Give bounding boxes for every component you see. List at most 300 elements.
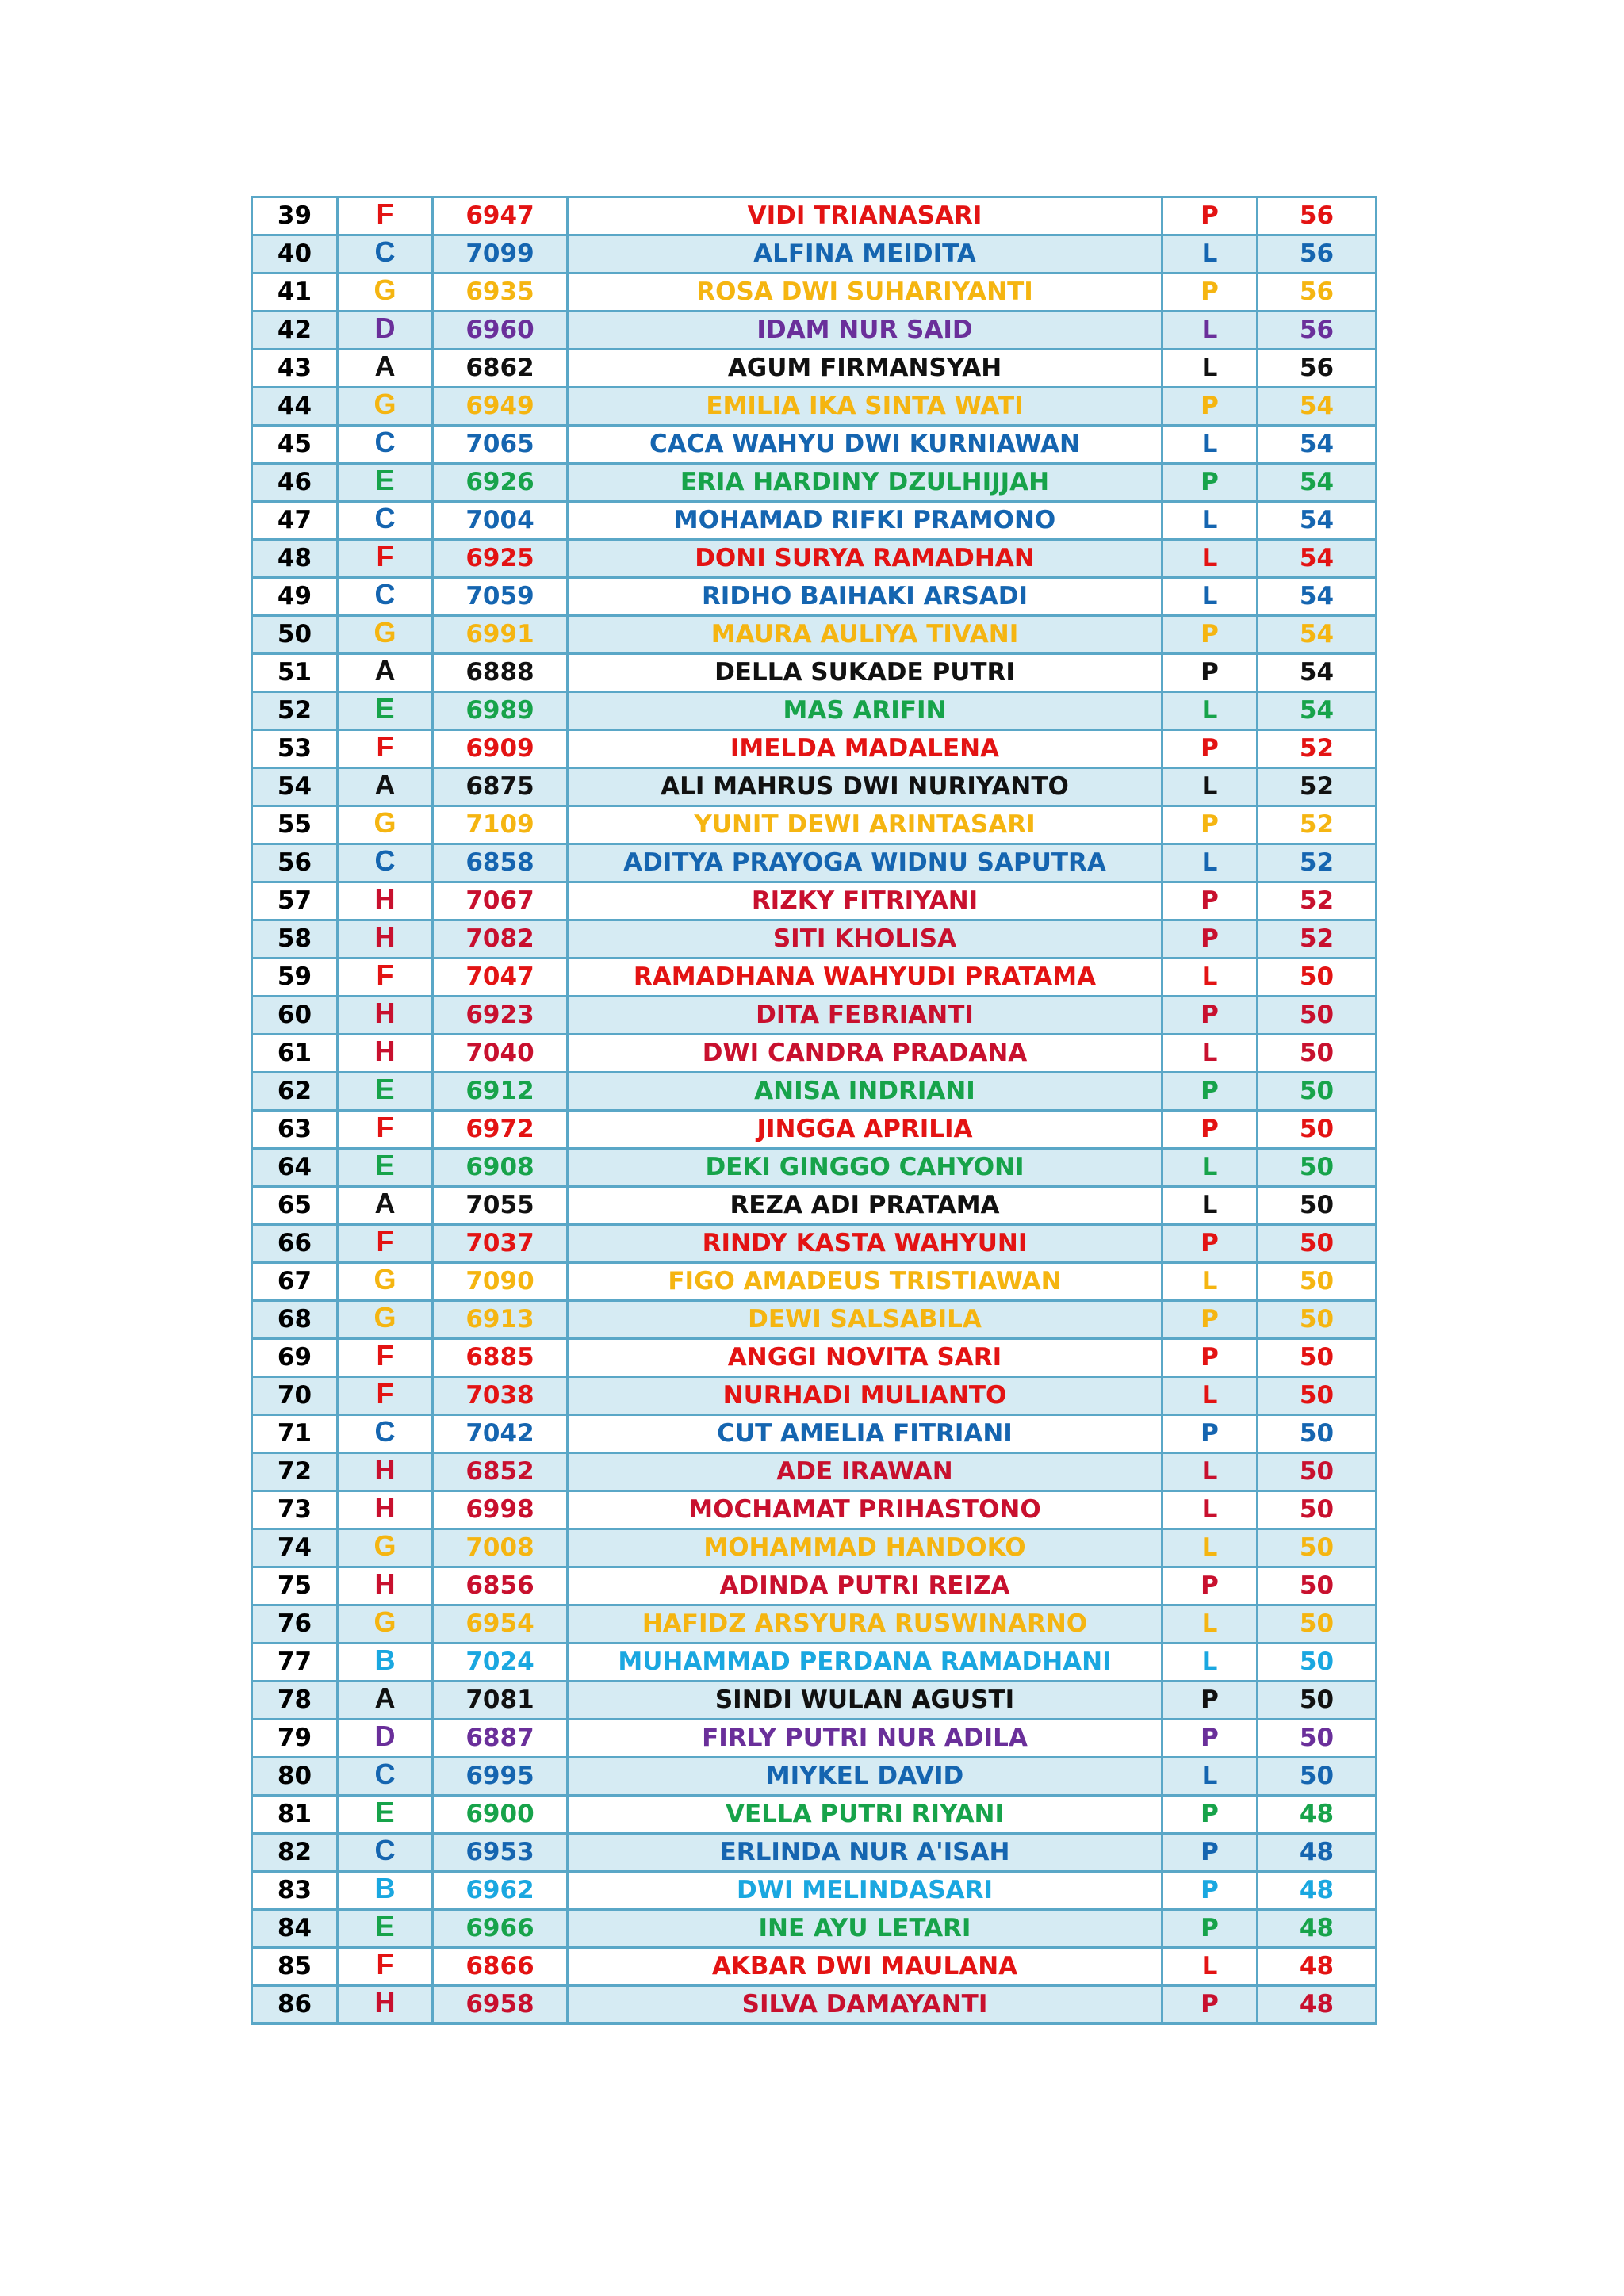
table-row <box>252 502 1377 540</box>
student-id-cell: 7099 <box>433 235 568 274</box>
score-cell: 48 <box>1258 1872 1377 1910</box>
student-name-cell: SILVA DAMAYANTI <box>568 1986 1162 2024</box>
rank-number-cell: 69 <box>252 1339 338 1377</box>
score-cell: 50 <box>1258 1682 1377 1720</box>
student-id-cell: 6909 <box>433 730 568 768</box>
score-cell: 54 <box>1258 654 1377 692</box>
student-name-cell: VIDI TRIANASARI <box>568 197 1162 235</box>
student-id-cell: 6995 <box>433 1758 568 1796</box>
rank-number-cell: 47 <box>252 502 338 540</box>
student-id-cell: 6998 <box>433 1491 568 1529</box>
score-cell: 48 <box>1258 1910 1377 1948</box>
rank-number-cell: 53 <box>252 730 338 768</box>
table-row <box>252 1111 1377 1149</box>
rank-number-cell: 83 <box>252 1872 338 1910</box>
table-row <box>252 1872 1377 1910</box>
table-row <box>252 1415 1377 1453</box>
student-id-cell: 6888 <box>433 654 568 692</box>
score-cell: 54 <box>1258 616 1377 654</box>
student-name-cell: DEWI SALSABILA <box>568 1301 1162 1339</box>
student-id-cell: 6887 <box>433 1720 568 1758</box>
class-code-cell: B <box>338 1644 433 1682</box>
gender-cell: L <box>1162 235 1258 274</box>
class-code-cell: D <box>338 312 433 350</box>
rank-number-cell: 63 <box>252 1111 338 1149</box>
class-code-cell: F <box>338 1948 433 1986</box>
gender-cell: L <box>1162 1644 1258 1682</box>
student-name-cell: YUNIT DEWI ARINTASARI <box>568 806 1162 844</box>
gender-cell: L <box>1162 1453 1258 1491</box>
class-code-cell: G <box>338 806 433 844</box>
rank-number-cell: 39 <box>252 197 338 235</box>
rank-number-cell: 80 <box>252 1758 338 1796</box>
table-row <box>252 806 1377 844</box>
student-id-cell: 7067 <box>433 882 568 920</box>
score-cell: 56 <box>1258 312 1377 350</box>
table-row <box>252 882 1377 920</box>
score-cell: 54 <box>1258 464 1377 502</box>
table-row <box>252 1834 1377 1872</box>
score-cell: 50 <box>1258 1301 1377 1339</box>
gender-cell: L <box>1162 1377 1258 1415</box>
gender-cell: L <box>1162 1605 1258 1644</box>
student-name-cell: MOHAMAD RIFKI PRAMONO <box>568 502 1162 540</box>
table-row <box>252 844 1377 882</box>
student-name-cell: ADINDA PUTRI REIZA <box>568 1567 1162 1605</box>
score-cell: 52 <box>1258 806 1377 844</box>
rank-number-cell: 67 <box>252 1263 338 1301</box>
student-name-cell: JINGGA APRILIA <box>568 1111 1162 1149</box>
class-code-cell: A <box>338 350 433 388</box>
rank-number-cell: 55 <box>252 806 338 844</box>
gender-cell: P <box>1162 1567 1258 1605</box>
student-name-cell: MUHAMMAD PERDANA RAMADHANI <box>568 1644 1162 1682</box>
student-id-cell: 7090 <box>433 1263 568 1301</box>
student-name-cell: DITA FEBRIANTI <box>568 997 1162 1035</box>
rank-number-cell: 57 <box>252 882 338 920</box>
student-name-cell: FIGO AMADEUS TRISTIAWAN <box>568 1263 1162 1301</box>
table-row <box>252 1301 1377 1339</box>
rank-number-cell: 51 <box>252 654 338 692</box>
student-name-cell: RINDY KASTA WAHYUNI <box>568 1225 1162 1263</box>
table-row <box>252 1263 1377 1301</box>
table-row <box>252 1529 1377 1567</box>
student-id-cell: 6972 <box>433 1111 568 1149</box>
table-row <box>252 274 1377 312</box>
student-id-cell: 6989 <box>433 692 568 730</box>
student-name-cell: EMILIA IKA SINTA WATI <box>568 388 1162 426</box>
table-row <box>252 1910 1377 1948</box>
score-cell: 50 <box>1258 1491 1377 1529</box>
student-id-cell: 6900 <box>433 1796 568 1834</box>
student-name-cell: SINDI WULAN AGUSTI <box>568 1682 1162 1720</box>
rank-number-cell: 68 <box>252 1301 338 1339</box>
class-code-cell: H <box>338 1986 433 2024</box>
gender-cell: L <box>1162 350 1258 388</box>
table-row <box>252 1187 1377 1225</box>
class-code-cell: G <box>338 1605 433 1644</box>
rank-number-cell: 41 <box>252 274 338 312</box>
score-cell: 54 <box>1258 426 1377 464</box>
gender-cell: L <box>1162 1149 1258 1187</box>
rank-number-cell: 48 <box>252 540 338 578</box>
gender-cell: L <box>1162 1758 1258 1796</box>
student-name-cell: MAS ARIFIN <box>568 692 1162 730</box>
student-name-cell: RIZKY FITRIYANI <box>568 882 1162 920</box>
table-row <box>252 540 1377 578</box>
score-cell: 54 <box>1258 540 1377 578</box>
table-row <box>252 730 1377 768</box>
gender-cell: P <box>1162 1910 1258 1948</box>
gender-cell: L <box>1162 959 1258 997</box>
student-id-cell: 7042 <box>433 1415 568 1453</box>
gender-cell: L <box>1162 1491 1258 1529</box>
student-name-cell: SITI KHOLISA <box>568 920 1162 959</box>
class-code-cell: G <box>338 1301 433 1339</box>
student-id-cell: 6925 <box>433 540 568 578</box>
student-id-cell: 6913 <box>433 1301 568 1339</box>
student-id-cell: 6866 <box>433 1948 568 1986</box>
table-row <box>252 388 1377 426</box>
table-row <box>252 1796 1377 1834</box>
student-id-cell: 6875 <box>433 768 568 806</box>
rank-number-cell: 73 <box>252 1491 338 1529</box>
rank-number-cell: 78 <box>252 1682 338 1720</box>
student-id-cell: 7082 <box>433 920 568 959</box>
student-id-cell: 7004 <box>433 502 568 540</box>
rank-number-cell: 70 <box>252 1377 338 1415</box>
student-name-cell: INE AYU LETARI <box>568 1910 1162 1948</box>
score-cell: 48 <box>1258 1796 1377 1834</box>
gender-cell: L <box>1162 1948 1258 1986</box>
gender-cell: L <box>1162 1263 1258 1301</box>
score-cell: 50 <box>1258 1149 1377 1187</box>
class-code-cell: F <box>338 540 433 578</box>
rank-number-cell: 46 <box>252 464 338 502</box>
student-name-cell: MIYKEL DAVID <box>568 1758 1162 1796</box>
student-id-cell: 6953 <box>433 1834 568 1872</box>
score-cell: 50 <box>1258 1339 1377 1377</box>
class-code-cell: G <box>338 274 433 312</box>
student-id-cell: 6885 <box>433 1339 568 1377</box>
student-name-cell: DWI MELINDASARI <box>568 1872 1162 1910</box>
student-id-cell: 7109 <box>433 806 568 844</box>
student-id-cell: 6858 <box>433 844 568 882</box>
table-row <box>252 312 1377 350</box>
student-name-cell: NURHADI MULIANTO <box>568 1377 1162 1415</box>
rank-number-cell: 82 <box>252 1834 338 1872</box>
class-code-cell: G <box>338 1529 433 1567</box>
student-name-cell: RAMADHANA WAHYUDI PRATAMA <box>568 959 1162 997</box>
rank-number-cell: 64 <box>252 1149 338 1187</box>
score-cell: 50 <box>1258 1225 1377 1263</box>
class-code-cell: H <box>338 882 433 920</box>
class-code-cell: C <box>338 1834 433 1872</box>
score-cell: 48 <box>1258 1986 1377 2024</box>
table-row <box>252 1453 1377 1491</box>
student-name-cell: ERIA HARDINY DZULHIJJAH <box>568 464 1162 502</box>
gender-cell: L <box>1162 692 1258 730</box>
class-code-cell: C <box>338 502 433 540</box>
gender-cell: P <box>1162 1682 1258 1720</box>
score-cell: 52 <box>1258 844 1377 882</box>
ranking-table-body <box>252 197 1377 2024</box>
class-code-cell: B <box>338 1872 433 1910</box>
gender-cell: P <box>1162 882 1258 920</box>
student-id-cell: 7037 <box>433 1225 568 1263</box>
score-cell: 50 <box>1258 1377 1377 1415</box>
gender-cell: L <box>1162 312 1258 350</box>
score-cell: 52 <box>1258 768 1377 806</box>
gender-cell: P <box>1162 806 1258 844</box>
rank-number-cell: 71 <box>252 1415 338 1453</box>
student-name-cell: RIDHO BAIHAKI ARSADI <box>568 578 1162 616</box>
class-code-cell: F <box>338 1225 433 1263</box>
rank-number-cell: 58 <box>252 920 338 959</box>
rank-number-cell: 40 <box>252 235 338 274</box>
class-code-cell: F <box>338 730 433 768</box>
score-cell: 56 <box>1258 235 1377 274</box>
score-cell: 50 <box>1258 1567 1377 1605</box>
table-row <box>252 997 1377 1035</box>
student-name-cell: MAURA AULIYA TIVANI <box>568 616 1162 654</box>
student-id-cell: 7024 <box>433 1644 568 1682</box>
class-code-cell: G <box>338 616 433 654</box>
class-code-cell: A <box>338 1187 433 1225</box>
score-cell: 50 <box>1258 1720 1377 1758</box>
table-row <box>252 350 1377 388</box>
class-code-cell: F <box>338 959 433 997</box>
class-code-cell: H <box>338 1567 433 1605</box>
class-code-cell: H <box>338 997 433 1035</box>
score-cell: 50 <box>1258 1644 1377 1682</box>
table-row <box>252 1339 1377 1377</box>
student-name-cell: AGUM FIRMANSYAH <box>568 350 1162 388</box>
student-id-cell: 6908 <box>433 1149 568 1187</box>
rank-number-cell: 75 <box>252 1567 338 1605</box>
rank-number-cell: 44 <box>252 388 338 426</box>
student-name-cell: DONI SURYA RAMADHAN <box>568 540 1162 578</box>
rank-number-cell: 59 <box>252 959 338 997</box>
rank-number-cell: 79 <box>252 1720 338 1758</box>
table-row <box>252 1682 1377 1720</box>
table-row <box>252 1758 1377 1796</box>
rank-number-cell: 66 <box>252 1225 338 1263</box>
score-cell: 56 <box>1258 197 1377 235</box>
score-cell: 48 <box>1258 1948 1377 1986</box>
gender-cell: L <box>1162 578 1258 616</box>
rank-number-cell: 86 <box>252 1986 338 2024</box>
class-code-cell: D <box>338 1720 433 1758</box>
score-cell: 50 <box>1258 1073 1377 1111</box>
rank-number-cell: 42 <box>252 312 338 350</box>
class-code-cell: C <box>338 1415 433 1453</box>
student-name-cell: CACA WAHYU DWI KURNIAWAN <box>568 426 1162 464</box>
gender-cell: P <box>1162 464 1258 502</box>
table-row <box>252 197 1377 235</box>
score-cell: 50 <box>1258 1453 1377 1491</box>
table-row <box>252 920 1377 959</box>
student-id-cell: 7081 <box>433 1682 568 1720</box>
gender-cell: P <box>1162 920 1258 959</box>
gender-cell: P <box>1162 730 1258 768</box>
student-name-cell: IMELDA MADALENA <box>568 730 1162 768</box>
table-row <box>252 1491 1377 1529</box>
class-code-cell: H <box>338 920 433 959</box>
student-id-cell: 7055 <box>433 1187 568 1225</box>
student-id-cell: 6912 <box>433 1073 568 1111</box>
rank-number-cell: 61 <box>252 1035 338 1073</box>
rank-number-cell: 56 <box>252 844 338 882</box>
student-id-cell: 6991 <box>433 616 568 654</box>
rank-number-cell: 84 <box>252 1910 338 1948</box>
student-name-cell: MOHAMMAD HANDOKO <box>568 1529 1162 1567</box>
rank-number-cell: 60 <box>252 997 338 1035</box>
student-id-cell: 7040 <box>433 1035 568 1073</box>
score-cell: 50 <box>1258 1758 1377 1796</box>
class-code-cell: F <box>338 1111 433 1149</box>
student-name-cell: HAFIDZ ARSYURA RUSWINARNO <box>568 1605 1162 1644</box>
class-code-cell: A <box>338 654 433 692</box>
student-id-cell: 7059 <box>433 578 568 616</box>
student-id-cell: 6935 <box>433 274 568 312</box>
rank-number-cell: 45 <box>252 426 338 464</box>
student-id-cell: 6949 <box>433 388 568 426</box>
gender-cell: P <box>1162 1872 1258 1910</box>
class-code-cell: E <box>338 1073 433 1111</box>
ranking-table <box>251 196 1377 2025</box>
student-name-cell: ADE IRAWAN <box>568 1453 1162 1491</box>
class-code-cell: H <box>338 1035 433 1073</box>
rank-number-cell: 54 <box>252 768 338 806</box>
rank-number-cell: 62 <box>252 1073 338 1111</box>
student-name-cell: CUT AMELIA FITRIANI <box>568 1415 1162 1453</box>
rank-number-cell: 77 <box>252 1644 338 1682</box>
table-row <box>252 1948 1377 1986</box>
rank-number-cell: 76 <box>252 1605 338 1644</box>
class-code-cell: H <box>338 1491 433 1529</box>
score-cell: 50 <box>1258 1035 1377 1073</box>
score-cell: 56 <box>1258 350 1377 388</box>
score-cell: 48 <box>1258 1834 1377 1872</box>
gender-cell: L <box>1162 768 1258 806</box>
table-row <box>252 1605 1377 1644</box>
student-id-cell: 6958 <box>433 1986 568 2024</box>
gender-cell: P <box>1162 1720 1258 1758</box>
table-row <box>252 426 1377 464</box>
score-cell: 54 <box>1258 388 1377 426</box>
gender-cell: P <box>1162 274 1258 312</box>
rank-number-cell: 43 <box>252 350 338 388</box>
student-id-cell: 6960 <box>433 312 568 350</box>
table-row <box>252 1035 1377 1073</box>
gender-cell: P <box>1162 1111 1258 1149</box>
gender-cell: P <box>1162 1834 1258 1872</box>
rank-number-cell: 50 <box>252 616 338 654</box>
class-code-cell: C <box>338 844 433 882</box>
rank-number-cell: 81 <box>252 1796 338 1834</box>
class-code-cell: G <box>338 388 433 426</box>
table-row <box>252 1720 1377 1758</box>
table-row <box>252 959 1377 997</box>
class-code-cell: H <box>338 1453 433 1491</box>
score-cell: 50 <box>1258 997 1377 1035</box>
gender-cell: L <box>1162 1035 1258 1073</box>
class-code-cell: E <box>338 464 433 502</box>
score-cell: 52 <box>1258 882 1377 920</box>
score-cell: 54 <box>1258 692 1377 730</box>
rank-number-cell: 65 <box>252 1187 338 1225</box>
student-name-cell: ROSA DWI SUHARIYANTI <box>568 274 1162 312</box>
gender-cell: L <box>1162 540 1258 578</box>
student-id-cell: 7065 <box>433 426 568 464</box>
gender-cell: L <box>1162 844 1258 882</box>
rank-number-cell: 49 <box>252 578 338 616</box>
student-name-cell: DWI CANDRA PRADANA <box>568 1035 1162 1073</box>
gender-cell: P <box>1162 1225 1258 1263</box>
student-name-cell: AKBAR DWI MAULANA <box>568 1948 1162 1986</box>
gender-cell: L <box>1162 1187 1258 1225</box>
table-row <box>252 692 1377 730</box>
gender-cell: P <box>1162 1796 1258 1834</box>
table-row <box>252 1225 1377 1263</box>
score-cell: 50 <box>1258 1605 1377 1644</box>
class-code-cell: A <box>338 1682 433 1720</box>
class-code-cell: A <box>338 768 433 806</box>
student-name-cell: ERLINDA NUR A'ISAH <box>568 1834 1162 1872</box>
student-id-cell: 6926 <box>433 464 568 502</box>
class-code-cell: C <box>338 426 433 464</box>
rank-number-cell: 85 <box>252 1948 338 1986</box>
gender-cell: P <box>1162 197 1258 235</box>
table-row <box>252 768 1377 806</box>
student-name-cell: VELLA PUTRI RIYANI <box>568 1796 1162 1834</box>
gender-cell: L <box>1162 1529 1258 1567</box>
student-id-cell: 6852 <box>433 1453 568 1491</box>
class-code-cell: E <box>338 692 433 730</box>
student-id-cell: 7038 <box>433 1377 568 1415</box>
class-code-cell: F <box>338 1339 433 1377</box>
class-code-cell: E <box>338 1796 433 1834</box>
score-cell: 54 <box>1258 502 1377 540</box>
table-row <box>252 1149 1377 1187</box>
score-cell: 50 <box>1258 959 1377 997</box>
table-row <box>252 616 1377 654</box>
gender-cell: P <box>1162 1339 1258 1377</box>
student-name-cell: IDAM NUR SAID <box>568 312 1162 350</box>
table-row <box>252 1986 1377 2024</box>
student-name-cell: ALFINA MEIDITA <box>568 235 1162 274</box>
student-id-cell: 6856 <box>433 1567 568 1605</box>
student-id-cell: 6862 <box>433 350 568 388</box>
student-id-cell: 6966 <box>433 1910 568 1948</box>
class-code-cell: E <box>338 1149 433 1187</box>
gender-cell: P <box>1162 654 1258 692</box>
table-row <box>252 1073 1377 1111</box>
class-code-cell: G <box>338 1263 433 1301</box>
student-name-cell: DELLA SUKADE PUTRI <box>568 654 1162 692</box>
score-cell: 52 <box>1258 920 1377 959</box>
rank-number-cell: 74 <box>252 1529 338 1567</box>
student-id-cell: 6962 <box>433 1872 568 1910</box>
student-name-cell: DEKI GINGGO CAHYONI <box>568 1149 1162 1187</box>
gender-cell: L <box>1162 502 1258 540</box>
student-name-cell: MOCHAMAT PRIHASTONO <box>568 1491 1162 1529</box>
rank-number-cell: 72 <box>252 1453 338 1491</box>
student-name-cell: REZA ADI PRATAMA <box>568 1187 1162 1225</box>
table-row <box>252 578 1377 616</box>
class-code-cell: C <box>338 235 433 274</box>
